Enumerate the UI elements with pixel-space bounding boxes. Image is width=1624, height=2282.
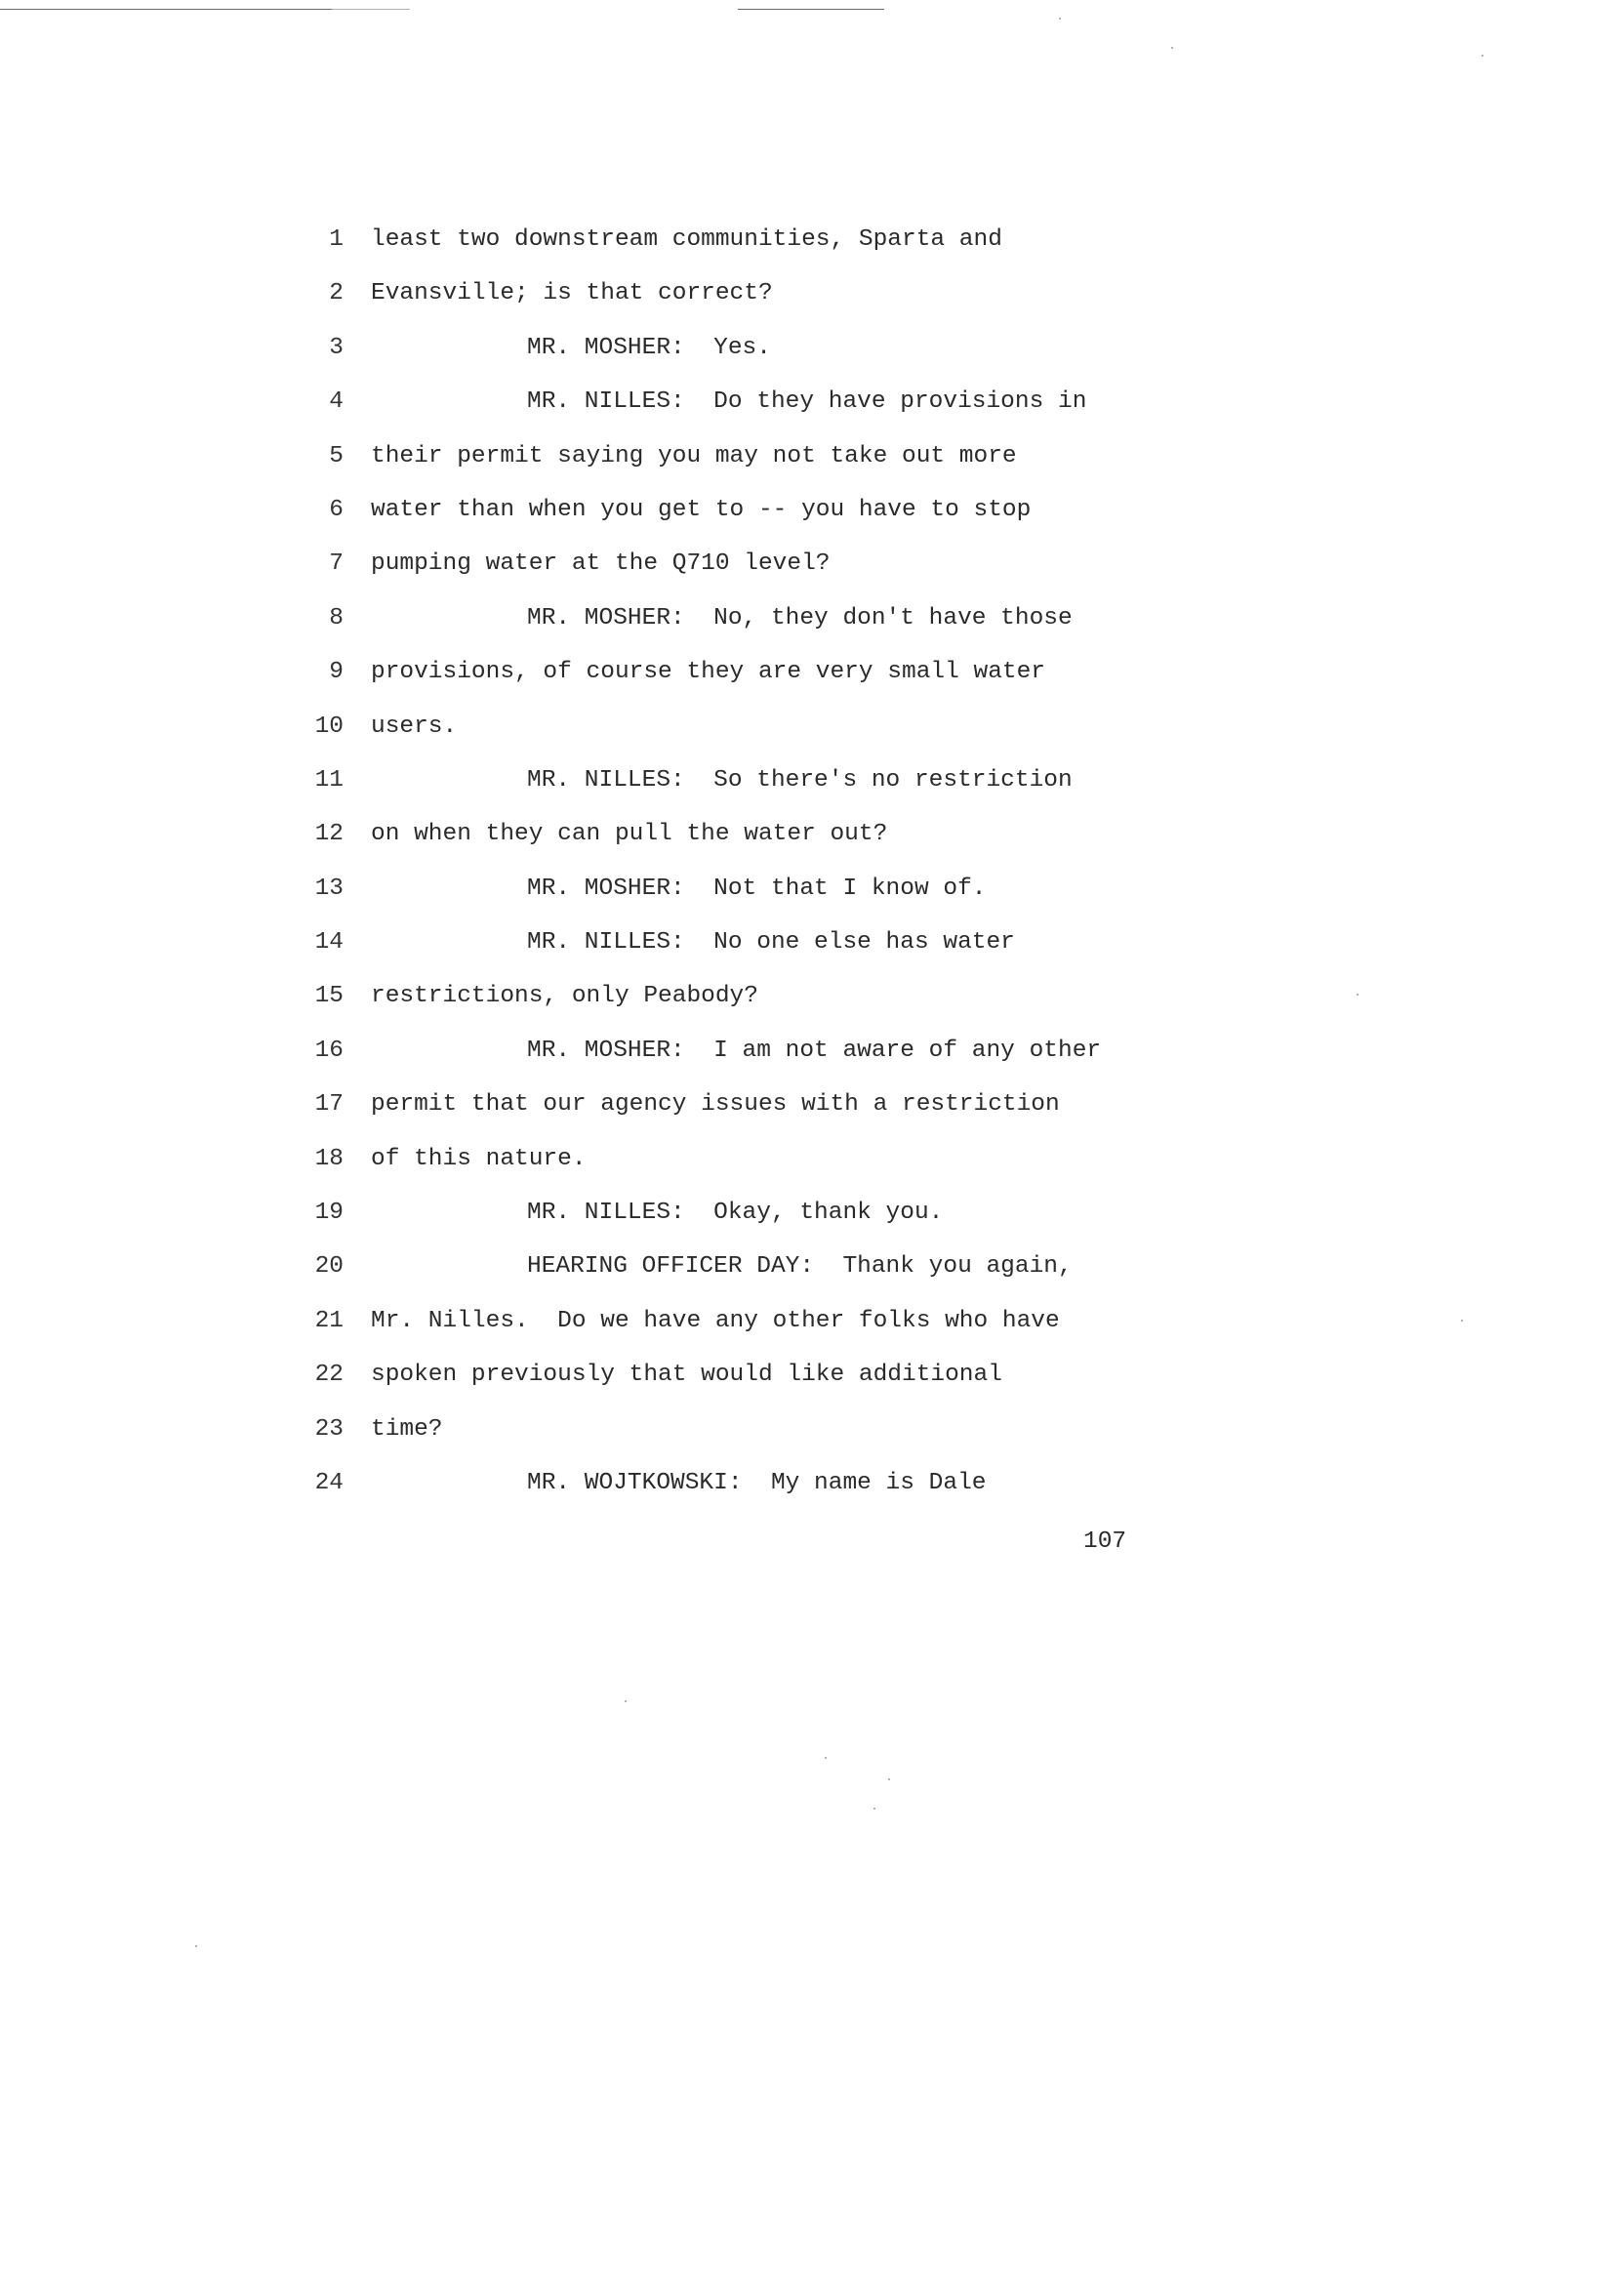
line-number: 18: [314, 1145, 344, 1172]
line-number: 8: [329, 604, 344, 632]
line-text: Mr. Nilles. Do we have any other folks who have: [371, 1307, 1060, 1334]
line-number: 22: [314, 1362, 344, 1389]
page-number: 107: [1083, 1528, 1127, 1555]
transcript-line: [293, 1464, 1171, 1518]
line-text: spoken previously that would like additional: [371, 1362, 1002, 1389]
transcript-line: [293, 1247, 1171, 1301]
line-number: 13: [314, 875, 344, 902]
transcript-line: [293, 1194, 1171, 1247]
transcript-line: [293, 1085, 1171, 1139]
transcript-line: [293, 1356, 1171, 1409]
scan-artifact-dot: [1171, 47, 1173, 49]
line-text: MR. MOSHER: I am not aware of any other: [527, 1037, 1102, 1064]
transcript-line: [293, 221, 1171, 274]
line-number: 20: [314, 1253, 344, 1281]
line-number: 1: [329, 226, 344, 253]
transcript-line: [293, 815, 1171, 869]
line-number: 3: [329, 334, 344, 361]
transcript-line: [293, 491, 1171, 545]
line-number: 6: [329, 496, 344, 523]
line-text: HEARING OFFICER DAY: Thank you again,: [527, 1253, 1073, 1281]
line-text: Evansville; is that correct?: [371, 280, 773, 307]
line-number: 15: [314, 983, 344, 1010]
line-number: 4: [329, 388, 344, 416]
line-text: MR. MOSHER: Yes.: [527, 334, 771, 361]
line-text: MR. NILLES: Do they have provisions in: [527, 388, 1087, 416]
transcript-line: [293, 437, 1171, 491]
line-text: MR. NILLES: So there's no restriction: [527, 766, 1073, 794]
line-text: least two downstream communities, Sparta and: [371, 226, 1002, 253]
transcript-line: [293, 923, 1171, 977]
line-text: provisions, of course they are very small water: [371, 659, 1046, 686]
scan-artifact-dot: [825, 1757, 827, 1759]
scan-artifact-dot: [1461, 1320, 1463, 1322]
line-text: time?: [371, 1415, 443, 1443]
transcript-line: [293, 1410, 1171, 1464]
line-text: their permit saying you may not take out more: [371, 442, 1017, 469]
line-number: 14: [314, 929, 344, 957]
line-number: 16: [314, 1037, 344, 1064]
line-text: restrictions, only Peabody?: [371, 983, 758, 1010]
transcript-line: [293, 653, 1171, 707]
line-number: 21: [314, 1307, 344, 1334]
line-text: MR. MOSHER: Not that I know of.: [527, 875, 987, 902]
line-text: pumping water at the Q710 level?: [371, 550, 831, 578]
line-number: 10: [314, 713, 344, 740]
line-text: MR. NILLES: No one else has water: [527, 929, 1015, 957]
line-number: 12: [314, 821, 344, 848]
line-text: MR. NILLES: Okay, thank you.: [527, 1200, 944, 1227]
transcript-body: [293, 221, 1171, 1518]
transcript-line: [293, 1032, 1171, 1085]
line-text: users.: [371, 713, 458, 740]
line-text: MR. WOJTKOWSKI: My name is Dale: [527, 1469, 987, 1496]
line-text: permit that our agency issues with a restriction: [371, 1091, 1060, 1119]
line-number: 17: [314, 1091, 344, 1119]
scan-artifact-dot: [1059, 18, 1061, 20]
scan-artifact-dot: [195, 1945, 197, 1947]
line-number: 23: [314, 1415, 344, 1443]
line-number: 2: [329, 280, 344, 307]
line-number: 11: [314, 766, 344, 794]
transcript-line: [293, 545, 1171, 598]
transcript-line: [293, 977, 1171, 1031]
line-text: water than when you get to -- you have to stop: [371, 496, 1032, 523]
scan-artifact-dot: [1482, 55, 1483, 57]
line-number: 9: [329, 659, 344, 686]
transcript-line: [293, 599, 1171, 653]
transcript-line: [293, 1140, 1171, 1194]
transcript-line: [293, 383, 1171, 436]
transcript-line: [293, 329, 1171, 383]
scan-artifact-line: [0, 9, 332, 10]
line-text: on when they can pull the water out?: [371, 821, 888, 848]
transcript-line: [293, 708, 1171, 761]
transcript-line: [293, 1302, 1171, 1356]
line-number: 7: [329, 550, 344, 578]
transcript-line: [293, 274, 1171, 328]
line-number: 24: [314, 1469, 344, 1496]
scan-artifact-dot: [888, 1778, 890, 1780]
line-number: 19: [314, 1200, 344, 1227]
transcript-line: [293, 761, 1171, 815]
scan-artifact-dot: [873, 1808, 875, 1810]
line-text: MR. MOSHER: No, they don't have those: [527, 604, 1073, 632]
scan-artifact-line: [332, 9, 410, 10]
scan-artifact-dot: [1357, 994, 1359, 996]
scan-artifact-dot: [625, 1700, 627, 1702]
line-number: 5: [329, 442, 344, 469]
transcript-line: [293, 870, 1171, 923]
scan-artifact-line: [738, 9, 884, 10]
line-text: of this nature.: [371, 1145, 587, 1172]
